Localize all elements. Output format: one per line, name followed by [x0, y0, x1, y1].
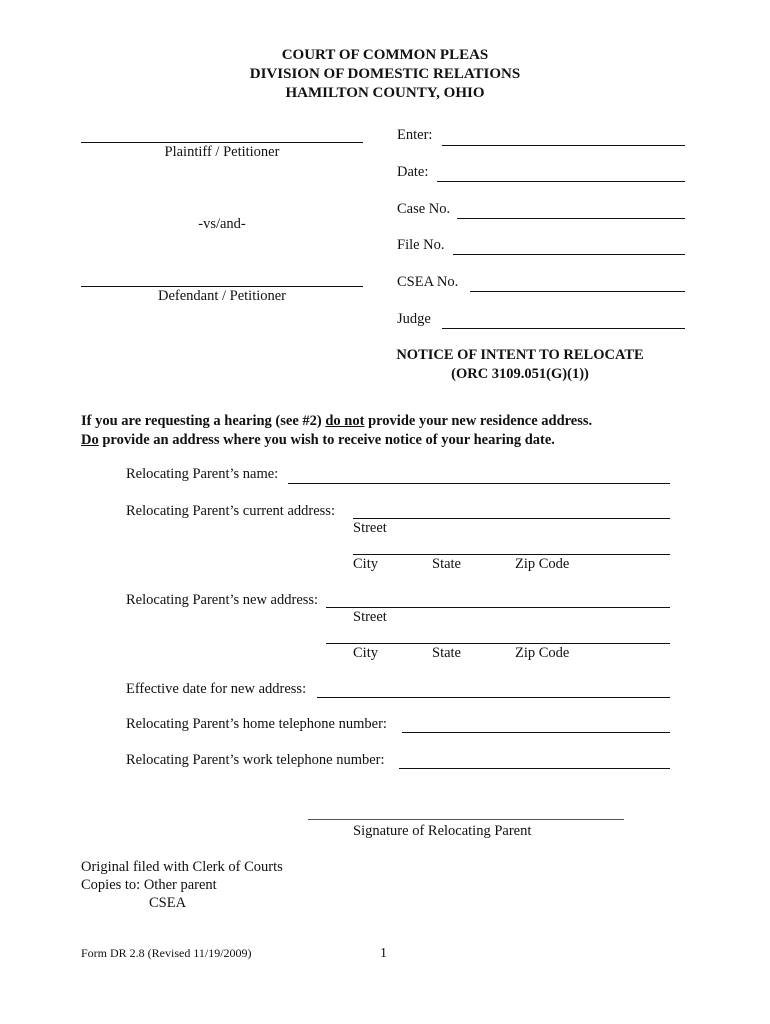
- notice-statute: (ORC 3109.051(G)(1)): [451, 366, 589, 382]
- file-no-field[interactable]: [453, 236, 685, 255]
- judge-label: Judge: [397, 311, 431, 327]
- signature-line[interactable]: [308, 819, 624, 820]
- plaintiff-label: Plaintiff / Petitioner: [164, 144, 280, 160]
- case-no-label: Case No.: [397, 201, 451, 217]
- work-phone-field[interactable]: [399, 750, 670, 769]
- instruction-1-post: provide your new residence address.: [364, 413, 593, 429]
- parent-name-field[interactable]: [288, 465, 670, 484]
- effective-date-label: Effective date for new address:: [126, 681, 307, 697]
- new-state-label: State: [432, 645, 461, 661]
- file-no-label: File No.: [397, 237, 445, 253]
- parent-name-label: Relocating Parent’s name:: [126, 466, 279, 482]
- defendant-label: Defendant / Petitioner: [157, 288, 287, 304]
- signature-label: Signature of Relocating Parent: [353, 823, 532, 839]
- current-state-label: State: [432, 556, 461, 572]
- new-address-label: Relocating Parent’s new address:: [126, 592, 319, 608]
- defendant-name-field[interactable]: [81, 268, 363, 287]
- court-division: DIVISION OF DOMESTIC RELATIONS: [249, 66, 521, 82]
- new-zip-label: Zip Code: [515, 645, 570, 661]
- instruction-2-emphasis: Do: [81, 432, 99, 448]
- csea-no-field[interactable]: [470, 273, 685, 292]
- form-id: Form DR 2.8 (Revised 11/19/2009): [81, 946, 252, 960]
- home-phone-field[interactable]: [402, 714, 670, 733]
- court-name: COURT OF COMMON PLEAS: [281, 47, 489, 63]
- instruction-line-1: [81, 413, 592, 430]
- copies-to-note: Copies to: Other parent: [81, 877, 217, 893]
- current-street-label: Street: [353, 520, 387, 536]
- new-city-state-zip-field[interactable]: [326, 625, 670, 644]
- effective-date-field[interactable]: [317, 679, 670, 698]
- current-city-state-zip-field[interactable]: [353, 536, 670, 555]
- instruction-2-post: provide an address where you wish to receive notice of your hearing date.: [98, 432, 555, 448]
- date-field[interactable]: [437, 163, 685, 182]
- new-street-label: Street: [353, 609, 387, 625]
- plaintiff-name-field[interactable]: [81, 124, 363, 143]
- new-street-field[interactable]: [326, 589, 670, 608]
- date-label: Date:: [397, 164, 429, 180]
- original-filed-note: Original filed with Clerk of Courts: [81, 859, 283, 875]
- work-phone-label: Relocating Parent’s work telephone number:: [126, 752, 385, 768]
- instruction-line-2: [81, 432, 555, 449]
- enter-field[interactable]: [442, 127, 685, 146]
- judge-field[interactable]: [442, 310, 685, 329]
- case-no-field[interactable]: [457, 200, 685, 219]
- page-number: 1: [380, 946, 387, 961]
- current-zip-label: Zip Code: [515, 556, 570, 572]
- court-county: HAMILTON COUNTY, OHIO: [285, 85, 485, 101]
- home-phone-label: Relocating Parent’s home telephone number:: [126, 716, 387, 732]
- versus-label: -vs/and-: [198, 216, 246, 232]
- current-address-label: Relocating Parent’s current address:: [126, 503, 335, 519]
- current-street-field[interactable]: [353, 500, 670, 519]
- new-city-label: City: [353, 645, 378, 661]
- enter-label: Enter:: [397, 127, 433, 143]
- instruction-1-pre: If you are requesting a hearing (see #2): [81, 413, 326, 429]
- notice-title: NOTICE OF INTENT TO RELOCATE: [396, 347, 644, 363]
- csea-no-label: CSEA No.: [397, 274, 459, 290]
- csea-copy-note: CSEA: [149, 895, 187, 911]
- current-city-label: City: [353, 556, 378, 572]
- instruction-1-emphasis: do not: [325, 413, 365, 429]
